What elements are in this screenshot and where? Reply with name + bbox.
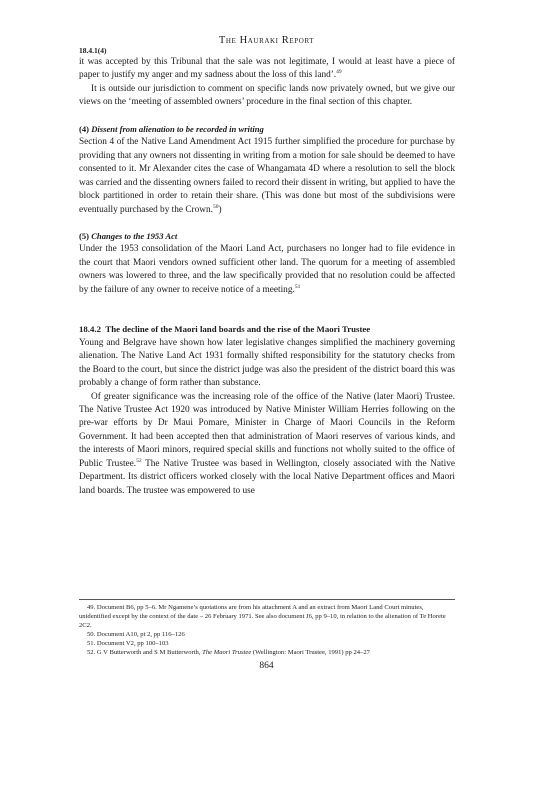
body-text xyxy=(79,56,455,498)
footnote-ref[interactable]: 52 xyxy=(136,457,142,464)
footnote-divider xyxy=(79,599,455,600)
page-number: 864 xyxy=(259,661,274,671)
subsection-heading-4: (4) Dissent from alienation to be recorded in writing xyxy=(79,123,264,134)
paragraph: Of greater significance was the increasing role of the office of the Native (later Maori) Trustee. The Native Trustee Act 1920 was introduced by Native Minister William Herries following on the pre-war efforts by Dr Maui Pomare, Minister in Charge of Maori Councils in the Reform Government. It had been accepted then that administration of Maori reserves of various kinds, and the interests of Maori minors, required special skills and functions not wholly suited to the office of Public Trustee.$^{52}$ The Native Trustee was based in Wellington, closely associated with the Native Department. Its district officers worked closely with the local Native Department offices and Maori land boards. The trustee was empowered to use xyxy=(79,391,455,496)
subsection-heading-5: (5) Changes to the 1953 Act xyxy=(79,230,178,241)
paragraph: Young and Belgrave have shown how later legislative changes simplified the machinery governing alienation. The Native Land Act 1931 formally shifted responsibility for the statutory checks from the Board to the court, but since the district judge was also the president of the district board this was probably a change of form rather than substance. xyxy=(79,337,455,389)
section-number: 18.4.1(4) xyxy=(79,46,107,55)
running-head: The Hauraki Report xyxy=(218,35,315,46)
paragraph: it was accepted by this Tribunal that the sale was not legitimate, I would at least have a piece of paper to justify my anger and my sadness about the loss of this land’.$^{49}$ xyxy=(79,57,455,81)
paragraph: It is outside our jurisdiction to comment on specific lands now privately owned, but we give our views on the ‘meeting of assembled owners’ procedure in the final section of this chapter. xyxy=(79,83,455,108)
section-heading: 18.4.2 The decline of the Maori land boards and the rise of the Maori Trustee xyxy=(79,324,371,335)
footnote: 52. G V Butterworth and S M Butterworth, The Maori Trustee (Wellington: Maori Trustee, 1991) pp 24–27 xyxy=(87,649,370,656)
footnote: 50. Document A10, pt 2, pp 116–126 xyxy=(87,631,185,638)
paragraph: Under the 1953 consolidation of the Maori Land Act, purchasers no longer had to file evidence in the court that Maori vendors owned sufficient other land. The quorum for a meeting of assembled owners was lowered to three, and the law specifically provided that no resolution could be affected by the failure of any owner to receive notice of a meeting.$^{51}$ xyxy=(79,244,455,295)
footnote-ref[interactable]: 51 xyxy=(294,283,301,290)
footnote-ref[interactable]: 49 xyxy=(336,69,342,76)
footnote: 51. Document V2, pp 100–103 xyxy=(87,640,169,647)
footnote: 49. Document B6, pp 5–6. Mr Ngamene’s quotations are from his attachment A and an extract from Maori Land Court minutes, unidentified except by the context of the date – 26 February 1971. See also document J6, pp 9–10, in relation to the alienation of Te Horete 2C2. xyxy=(79,604,446,629)
footnotes xyxy=(79,603,455,657)
paragraph: Section 4 of the Native Land Amendment Act 1915 further simplified the procedure for purchase by providing that any owners not dissenting in writing from a motion for sale should be deemed to have consented to it. Mr Alexander cites the case of Whangamata 4D where a resolution to sell the block was carried and the dissenting owners failed to record their dissent in writing, but applied to have the block partitioned in order to retain their share. (This was done but most of the subdivisions were eventually purchased by the Crown.$^{50}$) xyxy=(79,137,455,215)
footnote-ref[interactable]: 50 xyxy=(213,203,219,210)
